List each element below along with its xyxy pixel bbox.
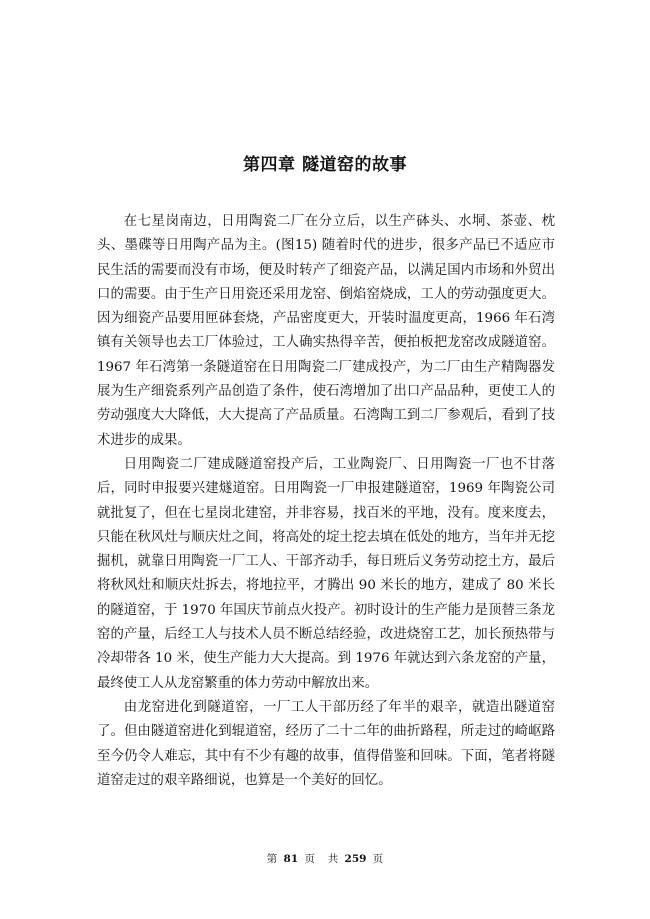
footer-page-word: 页: [304, 853, 315, 865]
total-pages-number: 259: [344, 853, 367, 865]
paragraph-1: 在七星岗南边，日用陶瓷二厂在分立后，以生产砵头、水垌、茶壶、枕头、墨碟等日用陶产品为主。(图15) 随着时代的进步，很多产品已不适应市民生活的需要而没有市场，便及时转产了细瓷产品，以满足国内市场和外贸出口的需要。由于生产日用瓷还采用龙窑、倒焰窑烧成，工人的劳动强度更大。因为细瓷产品要用匣砵套烧，产品密度更大，开装时温度更高，1966 年石湾镇有关领导也去工厂体验过，工人确实热得辛苦，便拍板把龙窑改成隧道窑。1967 年石湾第一条隧道窑在日用陶瓷二厂建成投产，为二厂由生产精陶器发展为生产细瓷系列产品创造了条件，使石湾增加了出口产品品种，更使工人的劳动强度大大降低，大大提高了产品质量。石湾陶工到二厂参观后，看到了技术进步的成果。: [97, 214, 555, 448]
page-footer: [0, 851, 650, 866]
chapter-title: 第四章 隧道窑的故事: [243, 155, 407, 175]
paragraph-3: 由龙窑进化到隧道窑，一厂工人干部历经了年半的艰辛，就造出隧道窑了。但由隧道窑进化到辊道窑，经历了二十二年的曲折路程，所走过的崎岖路至今仍令人难忘，其中有不少有趣的故事，值得借鉴和回味。下面，笔者将隧道窑走过的艰辛路细说，也算是一个美好的回忆。: [97, 699, 555, 788]
body-text: [97, 210, 555, 793]
footer-prefix: 第: [266, 853, 278, 865]
current-page-number: 81: [283, 853, 299, 865]
footer-total-word: 共: [327, 853, 339, 865]
paragraph-2: 日用陶瓷二厂建成隧道窑投产后，工业陶瓷厂、日用陶瓷一厂也不甘落后，同时申报要兴建燧道窑。日用陶瓷一厂申报建隧道窑，1969 年陶瓷公司就批复了，但在七星岗北建窑，并非容易，找百米的平地，没有。度来度去，只能在秋风灶与顺庆灶之间，将高处的埞土挖去填在低处的地方，当年并无挖掘机，就靠日用陶瓷一厂工人、干部齐动手，每日班后义务劳动挖土方，最后将秋风灶和顺庆灶拆去，将地拉平，才腾出 90 米长的地方，建成了 80 米长的隧道窑，于 1970 年国庆节前点火投产。初时设计的生产能力是顶替三条龙窑的产量，后经工人与技术人员不断总结经验，改进烧窑工艺，加长预热带与冷却带各 10 米，使生产能力大大提高。到 1976 年就达到六条龙窑的产量，最终使工人从龙窑繁重的体力劳动中解放出来。: [97, 456, 555, 691]
footer-suffix: 页: [372, 853, 384, 865]
